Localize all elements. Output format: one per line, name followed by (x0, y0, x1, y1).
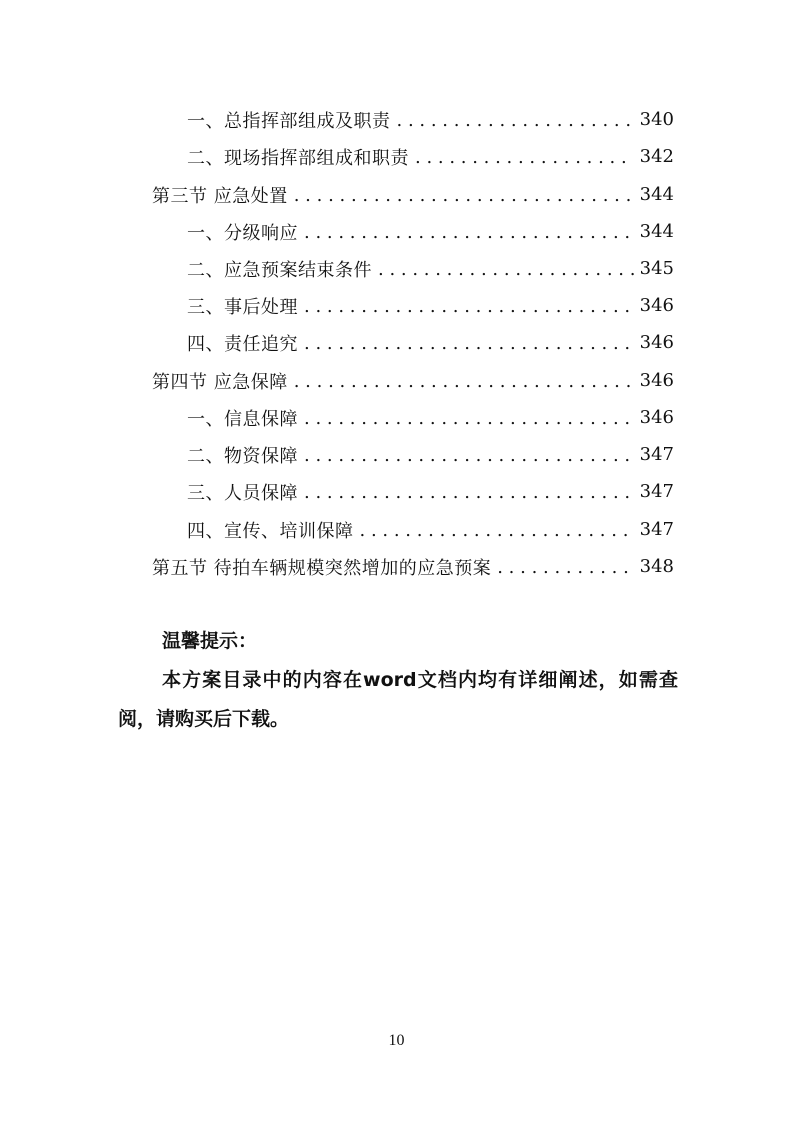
reminder-body: 本方案目录中的内容在word文档内均有详细阐述，如需查阅，请购买后下载。 (118, 669, 678, 730)
toc-entry-page: 346 (639, 407, 674, 428)
toc-entry-page: 344 (639, 221, 674, 242)
toc-entry[interactable] (187, 250, 674, 287)
reminder-note (118, 622, 678, 739)
toc-entry[interactable] (187, 511, 674, 548)
toc-dot-leader (304, 407, 634, 429)
toc-entry-label: 三、事后处理 (187, 296, 298, 318)
toc-entry-page: 347 (639, 444, 674, 465)
toc-entry-label: 四、责任追究 (187, 333, 298, 355)
toc-dot-leader (304, 332, 634, 354)
toc-entry-label: 二、现场指挥部组成和职责 (187, 147, 409, 169)
toc-entry[interactable] (152, 362, 674, 399)
toc-dot-leader (378, 258, 634, 280)
toc-entry[interactable] (187, 101, 674, 138)
reminder-title: 温馨提示： (162, 630, 258, 652)
toc-entry-page: 345 (639, 258, 674, 279)
toc-entry-page: 346 (639, 332, 674, 353)
toc-dot-leader (497, 556, 633, 578)
toc-entry-label: 一、总指挥部组成及职责 (187, 110, 391, 132)
toc-entry-label: 二、应急预案结束条件 (187, 259, 372, 281)
page-number: 10 (388, 1032, 405, 1049)
toc-dot-leader (397, 109, 634, 131)
toc-entry[interactable] (187, 436, 674, 473)
toc-entry[interactable] (152, 548, 674, 585)
toc-dot-leader (294, 184, 634, 206)
toc-entry-page: 346 (639, 295, 674, 316)
toc-dot-leader (304, 295, 634, 317)
toc-entry[interactable] (187, 399, 674, 436)
toc-entry-label: 三、人员保障 (187, 482, 298, 504)
toc-entry-label: 第四节 应急保障 (152, 371, 288, 393)
toc-dot-leader (304, 444, 634, 466)
toc-dot-leader (415, 146, 634, 168)
toc-entry-label: 二、物资保障 (187, 445, 298, 467)
toc-entry-page: 340 (639, 109, 674, 130)
toc-entry[interactable] (152, 176, 674, 213)
toc-entry-label: 一、信息保障 (187, 408, 298, 430)
toc-entry[interactable] (187, 213, 674, 250)
toc-dot-leader (360, 519, 634, 541)
toc-entry-label: 第五节 待拍车辆规模突然增加的应急预案 (152, 557, 492, 579)
toc-dot-leader (294, 370, 634, 392)
toc-dot-leader (304, 221, 634, 243)
toc-entry-page: 347 (639, 481, 674, 502)
toc-entry-page: 348 (639, 556, 674, 577)
toc-entry[interactable] (187, 324, 674, 361)
toc-entry-label: 第三节 应急处置 (152, 185, 288, 207)
toc-entry-page: 342 (639, 146, 674, 167)
toc-entry[interactable] (187, 287, 674, 324)
toc-entry-page: 346 (639, 370, 674, 391)
toc-entry-page: 347 (639, 519, 674, 540)
toc-dot-leader (304, 481, 634, 503)
toc-entry[interactable] (187, 138, 674, 175)
toc-entry[interactable] (187, 473, 674, 510)
toc-entry-label: 四、宣传、培训保障 (187, 520, 354, 542)
toc-entry-label: 一、分级响应 (187, 222, 298, 244)
toc-entry-page: 344 (639, 184, 674, 205)
